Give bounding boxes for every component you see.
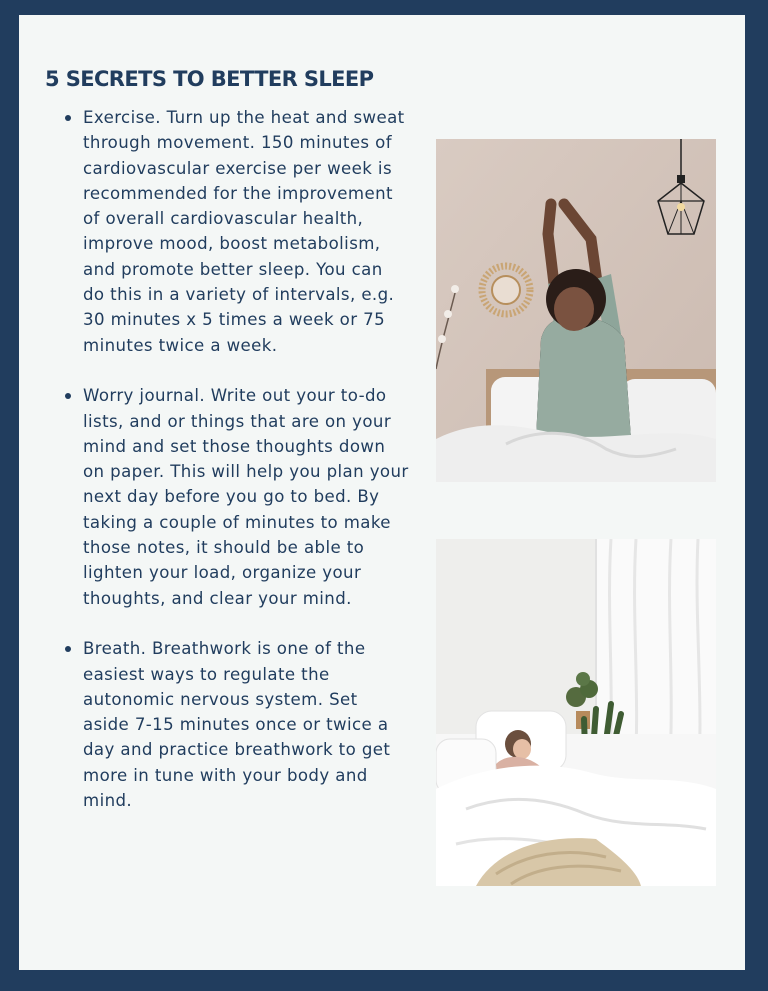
- bullet-dot: [65, 115, 71, 121]
- list-item-exercise: [64, 105, 409, 358]
- photo-woman-stretching: [436, 139, 716, 482]
- page-title: 5 SECRETS TO BETTER SLEEP: [45, 67, 374, 91]
- list-item-breath: [64, 636, 409, 813]
- tips-list: [64, 105, 409, 839]
- list-item-text: Worry journal. Write out your to-do lists, and or things that are on your mind and set those thoughts down on paper. This will help you plan your next day before you go to bed. By taking a couple of minutes to make those notes, it should be able to lighten your load, organize your thoughts, and clear your mind.: [83, 386, 409, 608]
- bullet-dot: [65, 646, 71, 652]
- list-item-text: Exercise. Turn up the heat and sweat through movement. 150 minutes of cardiovascular exercise per week is recommended for the improvement of overall cardiovascular health, improve mood, boost metabolism, and promote better sleep. You can do this in a variety of intervals, e.g. 30 minutes x 5 times a week or 75 minutes twice a week.: [83, 108, 405, 355]
- bullet-dot: [65, 393, 71, 399]
- document-page: [19, 15, 745, 970]
- list-item-text: Breath. Breathwork is one of the easiest ways to regulate the autonomic nervous system. Set aside 7-15 minutes once or twice a day and practice breathwork to get more in tune with your body and mind.: [83, 639, 391, 811]
- photo-woman-sleeping: [436, 539, 716, 886]
- list-item-worry-journal: [64, 383, 409, 611]
